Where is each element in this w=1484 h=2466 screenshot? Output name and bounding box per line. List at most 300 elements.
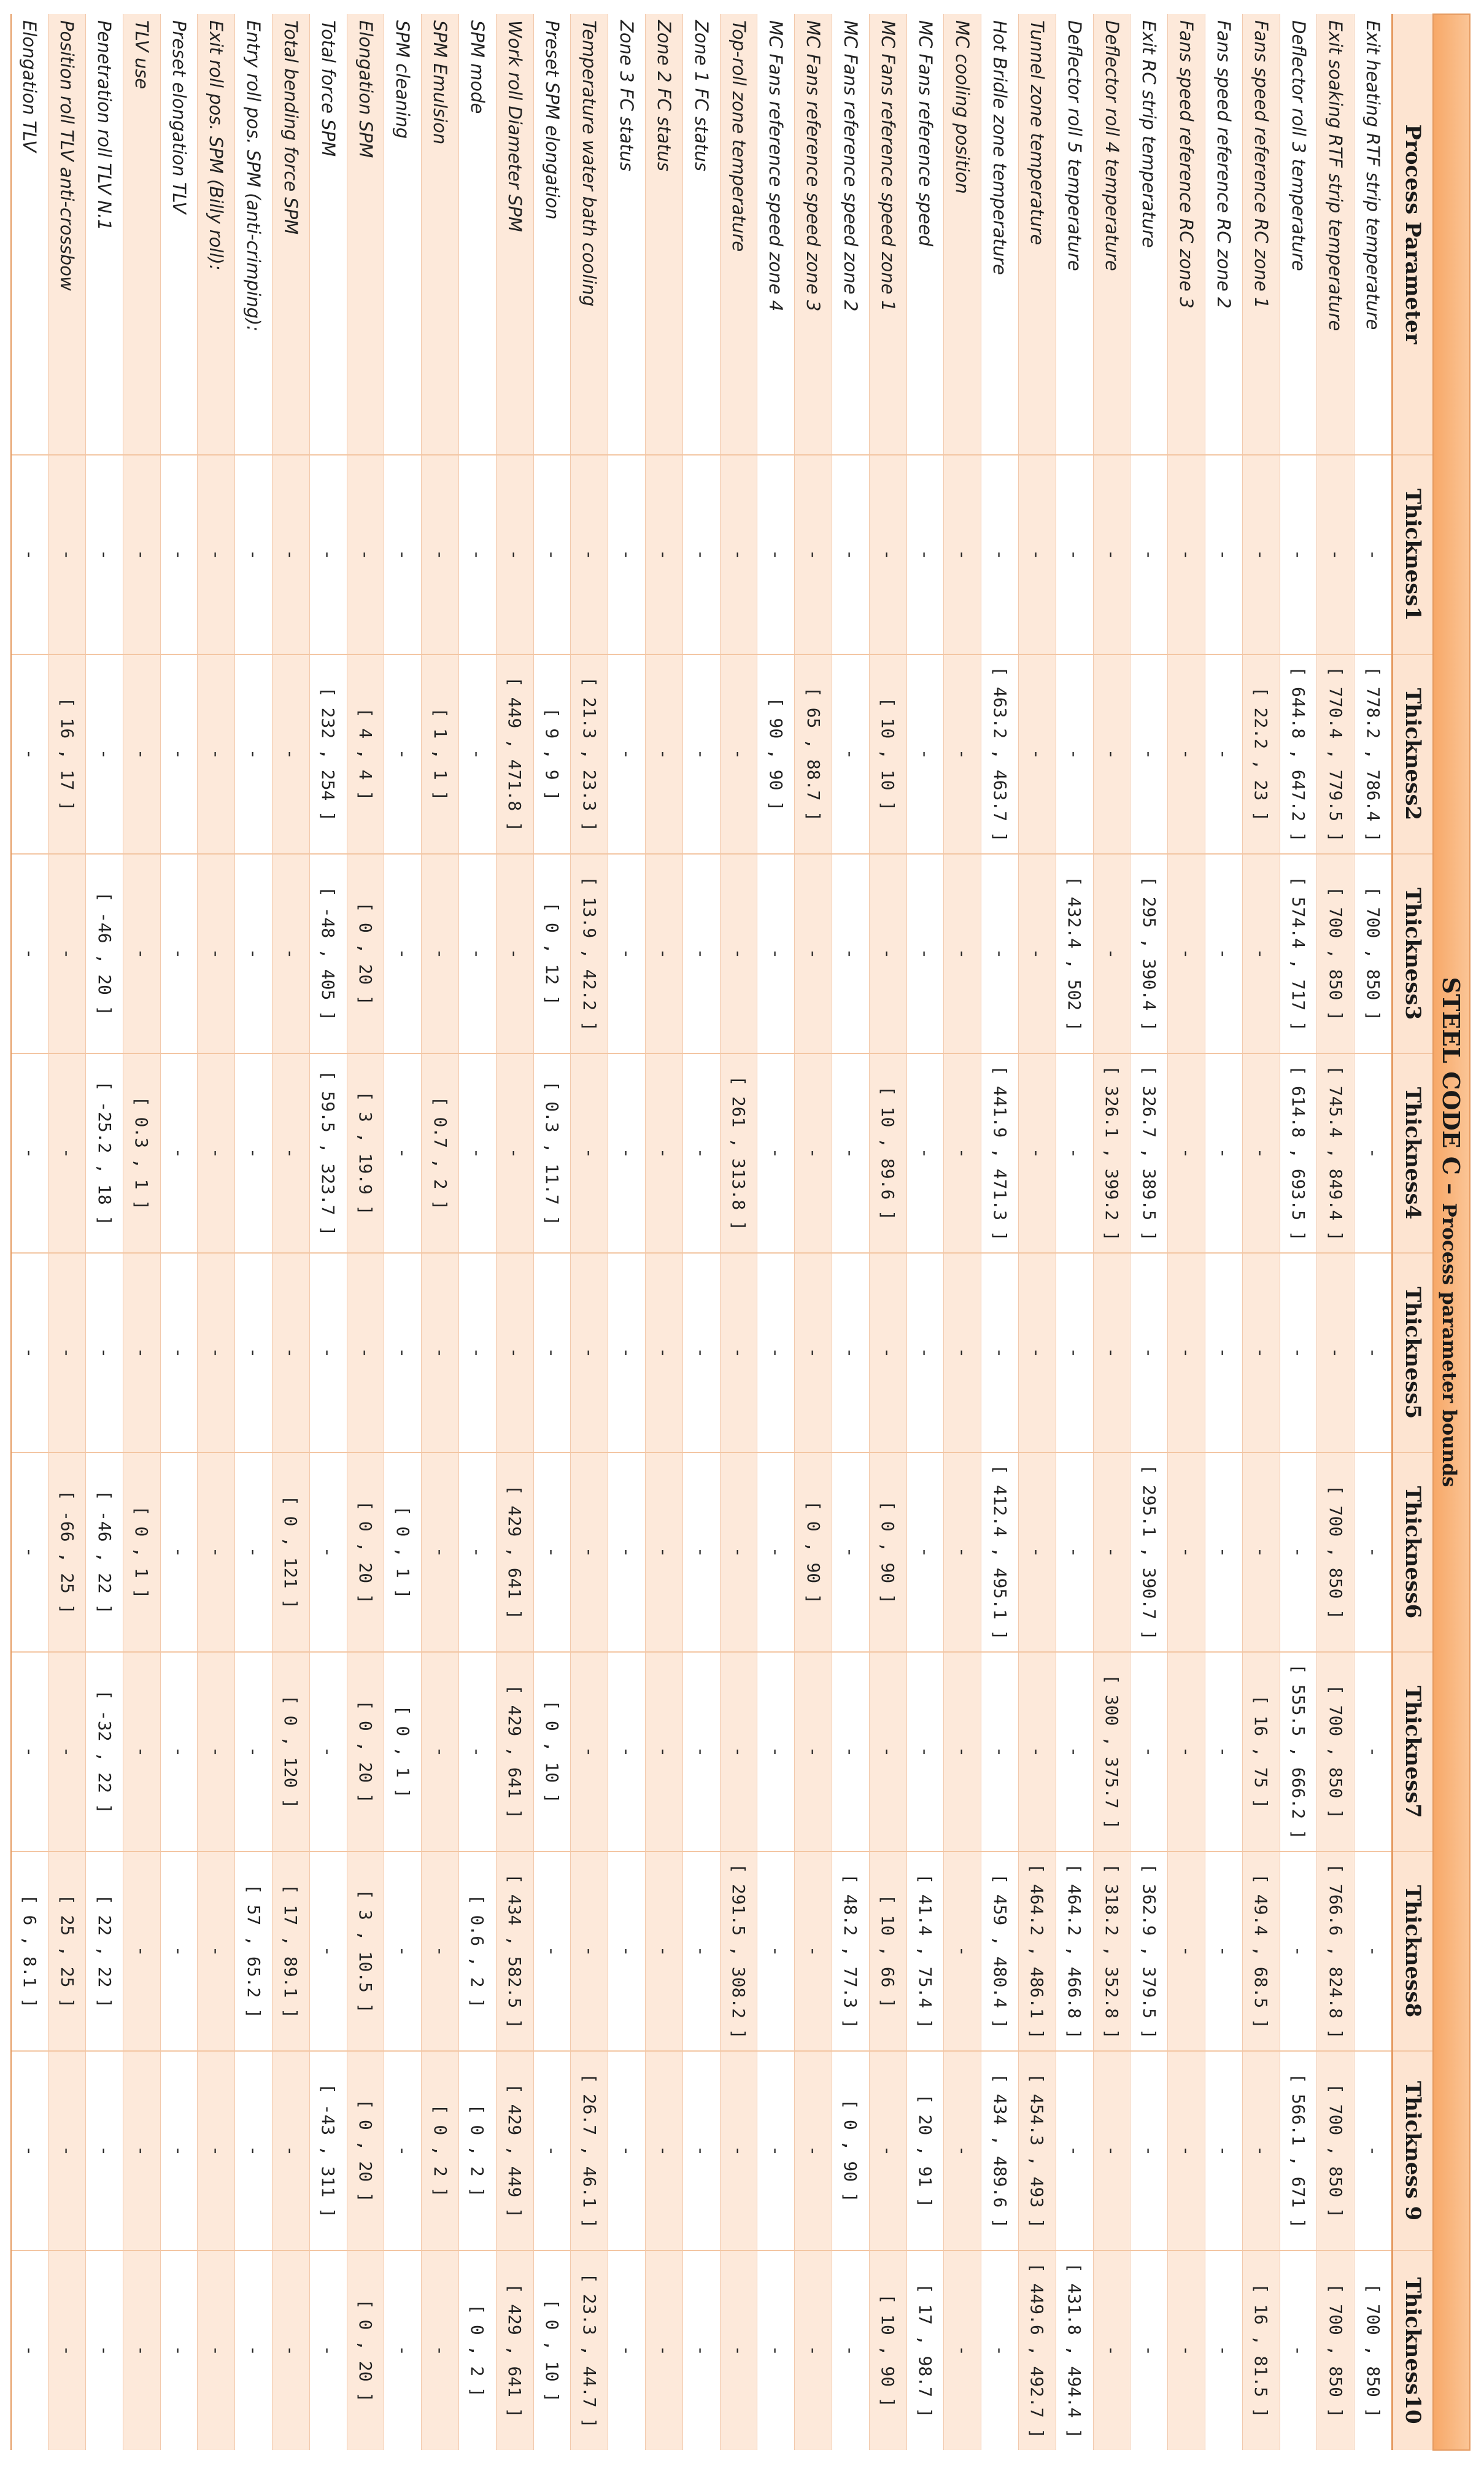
bound-value-cell: - (160, 1652, 198, 1851)
bound-value-cell: - (1093, 1452, 1130, 1652)
bound-value-cell: - (160, 854, 198, 1053)
bound-value-cell: - (309, 1851, 347, 2051)
parameter-name-cell: Preset elongation TLV (160, 14, 198, 455)
parameter-name-cell: MC Fans reference speed zone 4 (757, 14, 795, 455)
table-row (1242, 14, 1280, 2450)
bound-value-cell: [ 59.5 , 323.7 ] (309, 1053, 347, 1253)
bound-value-cell: [ 4 , 4 ] (347, 654, 384, 854)
bound-value-cell: [ 566.1 , 671 ] (1280, 2051, 1317, 2251)
bound-value-cell: - (646, 854, 683, 1053)
bound-value-cell: - (235, 1452, 272, 1652)
parameter-name-cell: Work roll Diameter SPM (496, 14, 533, 455)
bound-value-cell: [ 432.4 , 502 ] (1056, 854, 1093, 1053)
table-row (1056, 14, 1093, 2450)
bound-value-cell: [ 10 , 90 ] (869, 2251, 906, 2450)
bound-value-cell: - (459, 654, 497, 854)
parameter-name-cell: MC Fans reference speed zone 1 (869, 14, 906, 455)
bound-value-cell: - (1317, 1253, 1355, 1452)
column-header-thickness: Thickness1 (1393, 455, 1434, 654)
bound-value-cell: - (123, 455, 160, 654)
bound-value-cell: - (608, 1253, 646, 1452)
bound-value-cell: [ 1 , 1 ] (422, 654, 459, 854)
bound-value-cell: [ 0 , 120 ] (272, 1652, 310, 1851)
table-row (944, 14, 981, 2450)
bound-value-cell: - (86, 2051, 123, 2251)
bound-value-cell: - (720, 455, 757, 654)
bound-value-cell: - (459, 854, 497, 1053)
bound-value-cell: - (608, 2051, 646, 2251)
bound-value-cell: [ 26.7 , 46.1 ] (571, 2051, 608, 2251)
table-row (1019, 14, 1056, 2450)
bound-value-cell: - (235, 654, 272, 854)
bound-value-cell: - (160, 1053, 198, 1253)
bound-value-cell: - (1280, 1452, 1317, 1652)
bound-value-cell: - (1280, 1851, 1317, 2051)
bound-value-cell: - (944, 455, 981, 654)
bound-value-cell: - (160, 1851, 198, 2051)
bound-value-cell: - (646, 2251, 683, 2450)
bound-value-cell: - (11, 1452, 48, 1652)
bound-value-cell: [ 429 , 641 ] (496, 1452, 533, 1652)
bound-value-cell: - (682, 455, 720, 654)
column-header-thickness: Thickness3 (1393, 854, 1434, 1053)
bound-value-cell: - (1168, 654, 1205, 854)
bound-value-cell: [ 700 , 850 ] (1355, 2251, 1393, 2450)
bound-value-cell: - (1205, 1452, 1243, 1652)
bound-value-cell: - (1130, 2251, 1168, 2450)
table-row (459, 14, 497, 2450)
bound-value-cell: [ 459 , 480.4 ] (981, 1851, 1019, 2051)
bound-value-cell: [ 17 , 89.1 ] (272, 1851, 310, 2051)
bound-value-cell: - (1205, 1851, 1243, 2051)
column-header-thickness: Thickness10 (1393, 2251, 1434, 2450)
bound-value-cell: - (123, 1253, 160, 1452)
bound-value-cell: - (1205, 2051, 1243, 2251)
parameter-name-cell: Exit RC strip temperature (1130, 14, 1168, 455)
bound-value-cell: - (1205, 854, 1243, 1053)
bound-value-cell: [ 0 , 1 ] (384, 1452, 422, 1652)
bound-value-cell: - (11, 455, 48, 654)
bound-value-cell: - (123, 854, 160, 1053)
bound-value-cell: - (646, 455, 683, 654)
column-header-thickness: Thickness2 (1393, 654, 1434, 854)
bound-value-cell: [ 16 , 75 ] (1242, 1652, 1280, 1851)
bound-value-cell: - (1205, 1652, 1243, 1851)
bound-value-cell: - (832, 2251, 870, 2450)
bound-value-cell: - (422, 854, 459, 1053)
bound-value-cell: - (608, 455, 646, 654)
bound-value-cell: - (86, 1253, 123, 1452)
bound-value-cell: - (906, 1652, 944, 1851)
column-header-thickness: Thickness6 (1393, 1452, 1434, 1652)
bound-value-cell: [ 232 , 254 ] (309, 654, 347, 854)
bound-value-cell: [ 766.6 , 824.8 ] (1317, 1851, 1355, 2051)
bound-value-cell: - (944, 2251, 981, 2450)
bound-value-cell: - (11, 1652, 48, 1851)
parameter-name-cell: Zone 2 FC status (646, 14, 683, 455)
parameter-bounds-table (10, 14, 1470, 2451)
bound-value-cell: [ 0 , 1 ] (123, 1452, 160, 1652)
bound-value-cell: [ 0 , 121 ] (272, 1452, 310, 1652)
bound-value-cell: [ 17 , 98.7 ] (906, 2251, 944, 2450)
bound-value-cell: - (160, 1253, 198, 1452)
bound-value-cell: - (533, 1851, 571, 2051)
bound-value-cell: - (459, 1253, 497, 1452)
bound-value-cell: - (1019, 654, 1056, 854)
bound-value-cell: - (1130, 1253, 1168, 1452)
bound-value-cell: [ 434 , 582.5 ] (496, 1851, 533, 2051)
bound-value-cell: [ 261 , 313.8 ] (720, 1053, 757, 1253)
bound-value-cell: - (198, 1452, 235, 1652)
bound-value-cell: [ 0.6 , 2 ] (459, 1851, 497, 2051)
bound-value-cell: [ 778.2 , 786.4 ] (1355, 654, 1393, 854)
bound-value-cell: - (533, 1452, 571, 1652)
bound-value-cell: - (944, 1053, 981, 1253)
bound-value-cell: - (1130, 455, 1168, 654)
table-row (1317, 14, 1355, 2450)
bound-value-cell: - (682, 2251, 720, 2450)
bound-value-cell: - (272, 1053, 310, 1253)
parameter-name-cell: SPM mode (459, 14, 497, 455)
parameter-name-cell: Total force SPM (309, 14, 347, 455)
table-row (1280, 14, 1317, 2450)
parameter-name-cell: Deflector roll 4 temperature (1093, 14, 1130, 455)
bound-value-cell: - (646, 654, 683, 854)
bound-value-cell: - (832, 1053, 870, 1253)
parameter-name-cell: MC cooling position (944, 14, 981, 455)
bound-value-cell: - (48, 1053, 86, 1253)
bound-value-cell: - (309, 2251, 347, 2450)
bound-value-cell: [ 429 , 641 ] (496, 2251, 533, 2450)
bound-value-cell: - (757, 1851, 795, 2051)
bound-value-cell: [ 3 , 19.9 ] (347, 1053, 384, 1253)
bound-value-cell: - (235, 2051, 272, 2251)
bound-value-cell: [ 431.8 , 494.4 ] (1056, 2251, 1093, 2450)
bound-value-cell: - (11, 654, 48, 854)
parameter-name-cell: SPM cleaning (384, 14, 422, 455)
bound-value-cell: [ 0 , 90 ] (832, 2051, 870, 2251)
parameter-name-cell: Deflector roll 5 temperature (1056, 14, 1093, 455)
bound-value-cell: - (906, 1452, 944, 1652)
table-row (11, 14, 48, 2450)
bound-value-cell: - (48, 1652, 86, 1851)
table-title-row (1433, 14, 1470, 2450)
bound-value-cell: - (1056, 1452, 1093, 1652)
bound-value-cell: - (571, 1652, 608, 1851)
bound-value-cell: [ 0 , 20 ] (347, 1452, 384, 1652)
bound-value-cell: [ 0 , 20 ] (347, 2051, 384, 2251)
bound-value-cell: - (944, 1851, 981, 2051)
bound-value-cell: - (1205, 2251, 1243, 2450)
bound-value-cell: - (795, 1851, 832, 2051)
bound-value-cell: [ 0 , 2 ] (422, 2051, 459, 2251)
bound-value-cell: - (309, 455, 347, 654)
bound-value-cell: - (384, 1253, 422, 1452)
bound-value-cell: - (1019, 1452, 1056, 1652)
bound-value-cell: [ 644.8 , 647.2 ] (1280, 654, 1317, 854)
bound-value-cell: - (720, 1253, 757, 1452)
bound-value-cell: - (1168, 1053, 1205, 1253)
bound-value-cell: - (869, 1652, 906, 1851)
bound-value-cell: - (496, 854, 533, 1053)
bound-value-cell: [ 49.4 , 68.5 ] (1242, 1851, 1280, 2051)
bound-value-cell: - (459, 1452, 497, 1652)
bound-value-cell: - (1019, 455, 1056, 654)
bound-value-cell: [ 0 , 90 ] (795, 1452, 832, 1652)
bound-value-cell: - (646, 1053, 683, 1253)
bound-value-cell: - (608, 1851, 646, 2051)
bound-value-cell: - (832, 854, 870, 1053)
bound-value-cell: - (347, 1253, 384, 1452)
table-row (160, 14, 198, 2450)
bound-value-cell: - (1168, 1851, 1205, 2051)
table-row (347, 14, 384, 2450)
parameter-name-cell: Fans speed reference RC zone 1 (1242, 14, 1280, 455)
bound-value-cell: [ -25.2 , 18 ] (86, 1053, 123, 1253)
parameter-name-cell: Exit heating RTF strip temperature (1355, 14, 1393, 455)
bound-value-cell: [ 574.4 , 717 ] (1280, 854, 1317, 1053)
table-title (1433, 14, 1470, 2450)
bound-value-cell: - (757, 1253, 795, 1452)
bound-value-cell: - (384, 854, 422, 1053)
bound-value-cell: [ 770.4 , 779.5 ] (1317, 654, 1355, 854)
bound-value-cell: - (571, 1253, 608, 1452)
bound-value-cell: - (906, 1253, 944, 1452)
bound-value-cell: - (198, 1851, 235, 2051)
bound-value-cell: - (944, 1652, 981, 1851)
bound-value-cell: - (123, 654, 160, 854)
bound-value-cell: - (981, 854, 1019, 1053)
bound-value-cell: - (160, 2251, 198, 2450)
bound-value-cell: [ 454.3 , 493 ] (1019, 2051, 1056, 2251)
bound-value-cell: - (533, 1253, 571, 1452)
bound-value-cell: - (198, 2051, 235, 2251)
parameter-name-cell: Temperature water bath cooling (571, 14, 608, 455)
bound-value-cell: - (86, 654, 123, 854)
bound-value-cell: [ 0.3 , 11.7 ] (533, 1053, 571, 1253)
bound-value-cell: - (1168, 2051, 1205, 2251)
bound-value-cell: - (869, 1253, 906, 1452)
parameter-name-cell: MC Fans reference speed zone 3 (795, 14, 832, 455)
bound-value-cell: - (384, 455, 422, 654)
bound-value-cell: [ 20 , 91 ] (906, 2051, 944, 2251)
bound-value-cell: - (123, 1851, 160, 2051)
parameter-name-cell: Deflector roll 3 temperature (1280, 14, 1317, 455)
bound-value-cell: - (198, 1652, 235, 1851)
bound-value-cell: - (48, 1253, 86, 1452)
column-header-thickness: Thickness 9 (1393, 2051, 1434, 2251)
bound-value-cell: - (608, 854, 646, 1053)
bound-value-cell: - (682, 2051, 720, 2251)
bound-value-cell: - (48, 854, 86, 1053)
bound-value-cell: - (944, 654, 981, 854)
table-row (1130, 14, 1168, 2450)
bound-value-cell: - (1056, 2051, 1093, 2251)
parameter-name-cell: Elongation SPM (347, 14, 384, 455)
bound-value-cell: - (347, 455, 384, 654)
bound-value-cell: [ 0 , 10 ] (533, 1652, 571, 1851)
bound-value-cell: - (160, 1452, 198, 1652)
bound-value-cell: [ 0 , 1 ] (384, 1652, 422, 1851)
bound-value-cell: [ -46 , 22 ] (86, 1452, 123, 1652)
table-row (48, 14, 86, 2450)
bound-value-cell: - (832, 1452, 870, 1652)
bound-value-cell: [ 13.9 , 42.2 ] (571, 854, 608, 1053)
table-row (384, 14, 422, 2450)
bound-value-cell: - (646, 1452, 683, 1652)
bound-value-cell: - (981, 2251, 1019, 2450)
bound-value-cell: [ 48.2 , 77.3 ] (832, 1851, 870, 2051)
bound-value-cell: [ 700 , 850 ] (1317, 854, 1355, 1053)
bound-value-cell: - (422, 1253, 459, 1452)
bound-value-cell: [ 291.5 , 308.2 ] (720, 1851, 757, 2051)
bound-value-cell: - (944, 2051, 981, 2251)
bound-value-cell: - (1093, 1253, 1130, 1452)
bound-value-cell: [ 0 , 20 ] (347, 1652, 384, 1851)
bound-value-cell: - (1130, 654, 1168, 854)
bound-value-cell: - (906, 455, 944, 654)
bound-value-cell: [ -66 , 25 ] (48, 1452, 86, 1652)
parameter-name-cell: Top-roll zone temperature (720, 14, 757, 455)
table-row (906, 14, 944, 2450)
table-row (1355, 14, 1393, 2450)
bound-value-cell: - (944, 854, 981, 1053)
bound-value-cell: - (235, 1253, 272, 1452)
table-body (11, 14, 1393, 2450)
table-row (198, 14, 235, 2450)
bound-value-cell: - (235, 854, 272, 1053)
bound-value-cell: [ 700 , 850 ] (1355, 854, 1393, 1053)
bound-value-cell: - (11, 1253, 48, 1452)
bound-value-cell: - (832, 455, 870, 654)
bound-value-cell: - (795, 1053, 832, 1253)
bound-value-cell: [ 9 , 9 ] (533, 654, 571, 854)
table-row (795, 14, 832, 2450)
bound-value-cell: - (160, 455, 198, 654)
table-row (309, 14, 347, 2450)
bound-value-cell: - (160, 2051, 198, 2251)
bound-value-cell: - (384, 1053, 422, 1253)
bound-value-cell: - (795, 455, 832, 654)
bound-value-cell: - (944, 1452, 981, 1652)
bound-value-cell: [ 3 , 10.5 ] (347, 1851, 384, 2051)
bound-value-cell: [ 434 , 489.6 ] (981, 2051, 1019, 2251)
bound-value-cell: - (832, 1253, 870, 1452)
bound-value-cell: [ 464.2 , 486.1 ] (1019, 1851, 1056, 2051)
bound-value-cell: - (198, 1053, 235, 1253)
bound-value-cell: - (1056, 1253, 1093, 1452)
bound-value-cell: - (795, 1253, 832, 1452)
title-main: STEEL CODE C – (1437, 977, 1466, 1195)
table-row (646, 14, 683, 2450)
bound-value-cell: - (1205, 1053, 1243, 1253)
bound-value-cell: - (422, 1851, 459, 2051)
bound-value-cell: [ -43 , 311 ] (309, 2051, 347, 2251)
bound-value-cell: [ 700 , 850 ] (1317, 2251, 1355, 2450)
bound-value-cell: - (533, 455, 571, 654)
bound-value-cell: - (1205, 455, 1243, 654)
bound-value-cell: - (1355, 1452, 1393, 1652)
bound-value-cell: - (384, 1851, 422, 2051)
parameter-name-cell: Hot Bridle zone temperature (981, 14, 1019, 455)
bound-value-cell: - (1093, 854, 1130, 1053)
bound-value-cell: - (981, 455, 1019, 654)
table-row (869, 14, 906, 2450)
bound-value-cell: - (795, 1652, 832, 1851)
bound-value-cell: - (682, 1253, 720, 1452)
bound-value-cell: - (1242, 1053, 1280, 1253)
bound-value-cell: [ 41.4 , 75.4 ] (906, 1851, 944, 2051)
bound-value-cell: [ -32 , 22 ] (86, 1652, 123, 1851)
bound-value-cell: - (1355, 2051, 1393, 2251)
bound-value-cell: - (309, 1652, 347, 1851)
table-row (496, 14, 533, 2450)
bound-value-cell: - (646, 1652, 683, 1851)
bound-value-cell: [ 0.3 , 1 ] (123, 1053, 160, 1253)
bound-value-cell: - (198, 854, 235, 1053)
bound-value-cell: - (235, 1053, 272, 1253)
bound-value-cell: - (757, 2051, 795, 2251)
bound-value-cell: - (869, 2051, 906, 2251)
parameter-name-cell: Fans speed reference RC zone 3 (1168, 14, 1205, 455)
bound-value-cell: - (608, 1652, 646, 1851)
bound-value-cell: [ 0 , 2 ] (459, 2251, 497, 2450)
bound-value-cell: - (720, 2051, 757, 2251)
bound-value-cell: - (1242, 455, 1280, 654)
bound-value-cell: - (1280, 1253, 1317, 1452)
bound-value-cell: - (1093, 2051, 1130, 2251)
table-row (608, 14, 646, 2450)
parameter-name-cell: SPM Emulsion (422, 14, 459, 455)
parameter-name-cell: Zone 3 FC status (608, 14, 646, 455)
bound-value-cell: [ 555.5 , 666.2 ] (1280, 1652, 1317, 1851)
bound-value-cell: - (86, 2251, 123, 2450)
bound-value-cell: - (832, 1652, 870, 1851)
bound-value-cell: - (682, 654, 720, 854)
parameter-name-cell: Exit soaking RTF strip temperature (1317, 14, 1355, 455)
table-row (720, 14, 757, 2450)
bound-value-cell: [ 0 , 90 ] (869, 1452, 906, 1652)
bound-value-cell: [ 90 , 90 ] (757, 654, 795, 854)
bound-value-cell: - (1130, 1652, 1168, 1851)
bound-value-cell: - (459, 1652, 497, 1851)
bound-value-cell: - (1019, 1053, 1056, 1253)
bound-value-cell: - (272, 455, 310, 654)
bound-value-cell: - (309, 1452, 347, 1652)
parameter-name-cell: Preset SPM elongation (533, 14, 571, 455)
bound-value-cell: - (1242, 854, 1280, 1053)
bound-value-cell: - (1355, 1253, 1393, 1452)
bound-value-cell: - (496, 455, 533, 654)
bound-value-cell: - (1019, 854, 1056, 1053)
bound-value-cell: - (1242, 1452, 1280, 1652)
bound-value-cell: - (1205, 654, 1243, 854)
parameter-name-cell: Entry roll pos. SPM (anti-crimping): (235, 14, 272, 455)
bound-value-cell: - (1019, 1253, 1056, 1452)
title-sub: Process parameter bounds (1438, 1203, 1461, 1487)
bound-value-cell: - (646, 2051, 683, 2251)
bound-value-cell: - (309, 1253, 347, 1452)
bound-value-cell: - (1168, 1253, 1205, 1452)
bound-value-cell: - (571, 1851, 608, 2051)
column-header-thickness: Thickness7 (1393, 1652, 1434, 1851)
bound-value-cell: [ 16 , 81.5 ] (1242, 2251, 1280, 2450)
bound-value-cell: - (981, 1253, 1019, 1452)
bound-value-cell: - (1168, 2251, 1205, 2450)
bound-value-cell: [ 700 , 850 ] (1317, 1652, 1355, 1851)
bound-value-cell: - (682, 854, 720, 1053)
bound-value-cell: - (682, 1452, 720, 1652)
